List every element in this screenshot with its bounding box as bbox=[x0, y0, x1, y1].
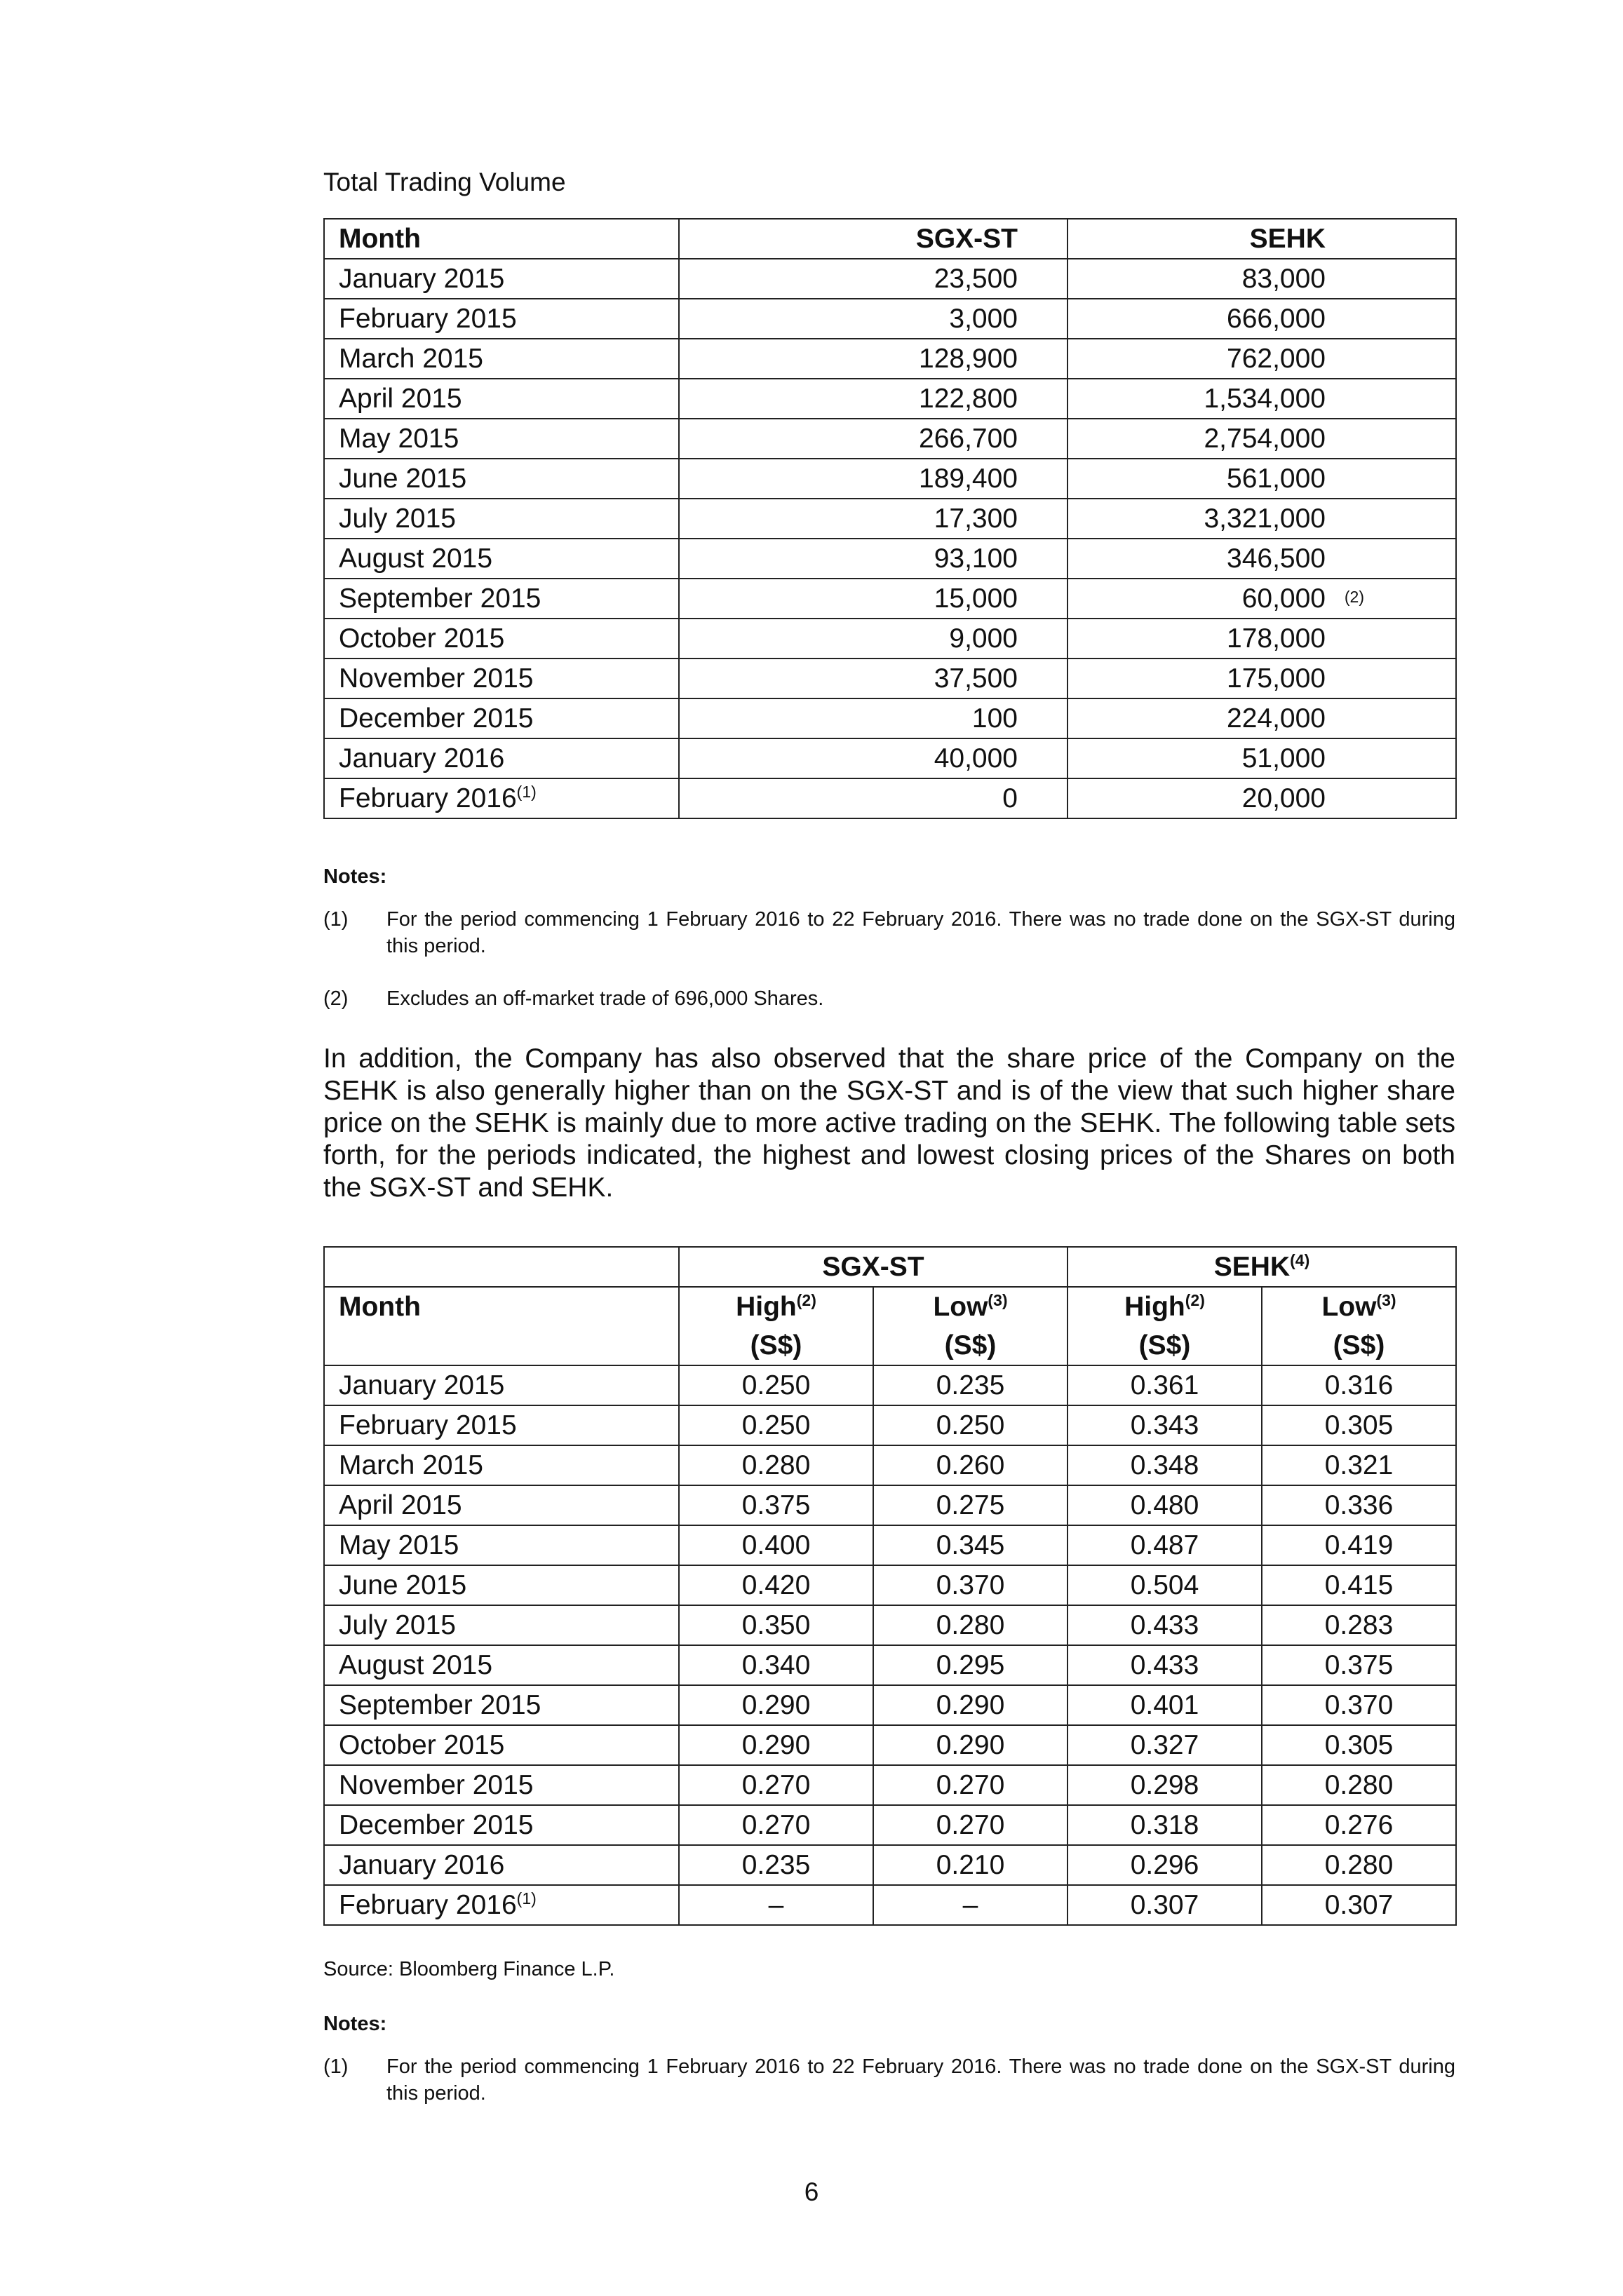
month-text: February 2015 bbox=[339, 1410, 517, 1440]
table-row bbox=[324, 1565, 1456, 1605]
sehk-volume-text: 178,000 bbox=[1227, 623, 1326, 654]
month-text: January 2016 bbox=[339, 743, 505, 774]
footnote-ref: (1) bbox=[516, 1889, 537, 1907]
table-row bbox=[324, 1525, 1456, 1565]
empty-header-cell bbox=[324, 1247, 679, 1287]
high-footnote-ref: (2) bbox=[796, 1291, 816, 1309]
sehk-volume-cell bbox=[1068, 419, 1456, 459]
sgx-low-cell: 0.275 bbox=[873, 1485, 1068, 1525]
month-cell bbox=[324, 1445, 679, 1485]
sehk-high-cell: 0.480 bbox=[1068, 1485, 1262, 1525]
month-cell bbox=[324, 419, 679, 459]
sgx-volume-cell: 266,700 bbox=[679, 419, 1068, 459]
note-number: (1) bbox=[323, 2055, 349, 2078]
sehk-footnote-ref: (4) bbox=[1290, 1251, 1310, 1269]
sehk-low-cell: 0.276 bbox=[1262, 1805, 1456, 1845]
table-row bbox=[324, 419, 1456, 459]
sgx-volume-cell: 0 bbox=[679, 778, 1068, 818]
month-cell bbox=[324, 459, 679, 499]
sehk-volume-text: 60,000 bbox=[1241, 583, 1326, 614]
group-header-row bbox=[324, 1247, 1456, 1287]
sehk-high-cell: 0.318 bbox=[1068, 1805, 1262, 1845]
month-cell bbox=[324, 1525, 679, 1565]
sgx-high-cell: 0.350 bbox=[679, 1605, 873, 1645]
sehk-volume-text: 561,000 bbox=[1227, 464, 1326, 494]
month-text: February 2016 bbox=[339, 1890, 517, 1920]
sehk-volume-cell bbox=[1068, 778, 1456, 818]
table-row bbox=[324, 579, 1456, 619]
column-header-sgx-high bbox=[679, 1287, 873, 1365]
column-header-sehk: SEHK bbox=[1068, 219, 1456, 259]
month-cell bbox=[324, 1565, 679, 1605]
month-text: September 2015 bbox=[339, 583, 541, 614]
table-row bbox=[324, 1405, 1456, 1445]
unit-label: (S$) bbox=[750, 1330, 802, 1360]
table-row bbox=[324, 1605, 1456, 1645]
sehk-high-cell: 0.504 bbox=[1068, 1565, 1262, 1605]
month-cell bbox=[324, 778, 679, 818]
sehk-low-cell: 0.375 bbox=[1262, 1645, 1456, 1685]
column-header-sgx-low bbox=[873, 1287, 1068, 1365]
sgx-low-cell: 0.250 bbox=[873, 1405, 1068, 1445]
sehk-high-cell: 0.343 bbox=[1068, 1405, 1262, 1445]
month-cell bbox=[324, 539, 679, 579]
sgx-low-cell: 0.370 bbox=[873, 1565, 1068, 1605]
sgx-high-cell: 0.270 bbox=[679, 1765, 873, 1805]
table-row bbox=[324, 259, 1456, 299]
sgx-high-cell: 0.270 bbox=[679, 1805, 873, 1845]
trading-volume-table bbox=[323, 218, 1457, 819]
sgx-volume-cell: 15,000 bbox=[679, 579, 1068, 619]
month-cell bbox=[324, 1845, 679, 1885]
sehk-high-cell: 0.296 bbox=[1068, 1845, 1262, 1885]
table1-title: Total Trading Volume bbox=[323, 168, 566, 196]
month-text: April 2015 bbox=[339, 1490, 462, 1520]
note-text: Excludes an off-market trade of 696,000 Shares. bbox=[386, 987, 824, 1010]
sgx-volume-cell: 93,100 bbox=[679, 539, 1068, 579]
sgx-high-cell: 0.290 bbox=[679, 1725, 873, 1765]
sgx-low-cell: 0.290 bbox=[873, 1685, 1068, 1725]
sehk-volume-cell: 60,000 (2) bbox=[1068, 579, 1456, 619]
month-cell bbox=[324, 1725, 679, 1765]
sgx-low-cell: 0.235 bbox=[873, 1365, 1068, 1405]
sehk-volume-cell bbox=[1068, 259, 1456, 299]
sgx-volume-cell: 189,400 bbox=[679, 459, 1068, 499]
sgx-low-cell: 0.295 bbox=[873, 1645, 1068, 1685]
high-label: High bbox=[736, 1292, 797, 1322]
month-cell bbox=[324, 259, 679, 299]
sehk-high-cell: 0.348 bbox=[1068, 1445, 1262, 1485]
low-label: Low bbox=[1321, 1292, 1377, 1322]
month-text: July 2015 bbox=[339, 504, 456, 534]
month-text: September 2015 bbox=[339, 1690, 541, 1720]
sgx-high-cell: 0.290 bbox=[679, 1685, 873, 1725]
month-cell bbox=[324, 299, 679, 339]
sehk-volume-text: 20,000 bbox=[1241, 783, 1326, 813]
table-row bbox=[324, 499, 1456, 539]
sehk-volume-text: 666,000 bbox=[1227, 304, 1326, 334]
table-row bbox=[324, 738, 1456, 778]
sgx-high-cell: 0.280 bbox=[679, 1445, 873, 1485]
column-header-month: Month bbox=[324, 1287, 679, 1365]
column-header-sgx-st: SGX-ST bbox=[679, 219, 1068, 259]
sehk-volume-cell bbox=[1068, 698, 1456, 738]
table-row bbox=[324, 619, 1456, 659]
sgx-high-cell: 0.340 bbox=[679, 1645, 873, 1685]
sehk-volume-text: 51,000 bbox=[1241, 743, 1326, 774]
month-text: August 2015 bbox=[339, 543, 493, 574]
month-text: February 2016 bbox=[339, 783, 517, 813]
sgx-volume-cell: 3,000 bbox=[679, 299, 1068, 339]
low-footnote-ref: (3) bbox=[1376, 1291, 1396, 1309]
month-text: January 2015 bbox=[339, 1370, 505, 1400]
sehk-high-cell: 0.433 bbox=[1068, 1605, 1262, 1645]
high-label: High bbox=[1124, 1292, 1185, 1322]
table-header-row bbox=[324, 219, 1456, 259]
sehk-high-cell: 0.361 bbox=[1068, 1365, 1262, 1405]
sgx-volume-cell: 37,500 bbox=[679, 659, 1068, 698]
month-text: June 2015 bbox=[339, 1570, 467, 1600]
table-row bbox=[324, 1885, 1456, 1925]
note-text: For the period commencing 1 February 2016 to 22 February 2016. There was no trade done on the SGX-ST during this period. bbox=[386, 908, 1455, 957]
note-number: (1) bbox=[323, 908, 349, 931]
unit-label: (S$) bbox=[1333, 1330, 1385, 1360]
month-cell bbox=[324, 379, 679, 419]
table-row bbox=[324, 1365, 1456, 1405]
month-cell bbox=[324, 738, 679, 778]
sgx-volume-cell: 122,800 bbox=[679, 379, 1068, 419]
footnote-ref: (1) bbox=[516, 783, 537, 801]
table-row bbox=[324, 379, 1456, 419]
month-cell bbox=[324, 1485, 679, 1525]
group-header-sehk bbox=[1068, 1247, 1456, 1287]
table-row bbox=[324, 459, 1456, 499]
sehk-low-cell: 0.321 bbox=[1262, 1445, 1456, 1485]
notes-heading: Notes: bbox=[323, 2013, 387, 2035]
table-row bbox=[324, 1645, 1456, 1685]
note-number: (2) bbox=[323, 987, 349, 1010]
sehk-volume-cell bbox=[1068, 379, 1456, 419]
sehk-volume-cell bbox=[1068, 619, 1456, 659]
sgx-high-cell: 0.250 bbox=[679, 1405, 873, 1445]
month-cell bbox=[324, 1645, 679, 1685]
month-text: June 2015 bbox=[339, 464, 467, 494]
month-text: March 2015 bbox=[339, 344, 483, 374]
column-header-sehk-high bbox=[1068, 1287, 1262, 1365]
month-cell bbox=[324, 1365, 679, 1405]
sehk-low-cell: 0.307 bbox=[1262, 1885, 1456, 1925]
sgx-high-cell: 0.250 bbox=[679, 1365, 873, 1405]
sehk-volume-cell bbox=[1068, 659, 1456, 698]
sgx-low-cell: 0.290 bbox=[873, 1725, 1068, 1765]
month-cell bbox=[324, 1685, 679, 1725]
sehk-high-cell: 0.327 bbox=[1068, 1725, 1262, 1765]
sehk-low-cell: 0.283 bbox=[1262, 1605, 1456, 1645]
table-row bbox=[324, 299, 1456, 339]
sehk-high-cell: 0.298 bbox=[1068, 1765, 1262, 1805]
month-cell bbox=[324, 1765, 679, 1805]
month-text: August 2015 bbox=[339, 1650, 493, 1680]
sehk-low-cell: 0.336 bbox=[1262, 1485, 1456, 1525]
notes-heading: Notes: bbox=[323, 865, 387, 888]
month-cell bbox=[324, 499, 679, 539]
month-cell bbox=[324, 698, 679, 738]
sehk-low-cell: 0.280 bbox=[1262, 1765, 1456, 1805]
sgx-high-cell: 0.235 bbox=[679, 1845, 873, 1885]
month-text: October 2015 bbox=[339, 1730, 505, 1760]
table-row bbox=[324, 659, 1456, 698]
table-row bbox=[324, 1485, 1456, 1525]
sehk-high-cell: 0.307 bbox=[1068, 1885, 1262, 1925]
sehk-volume-cell bbox=[1068, 539, 1456, 579]
month-text: April 2015 bbox=[339, 384, 462, 414]
note-text: For the period commencing 1 February 2016 to 22 February 2016. There was no trade done on the SGX-ST during this period. bbox=[386, 2055, 1455, 2105]
month-cell bbox=[324, 659, 679, 698]
sehk-volume-cell bbox=[1068, 339, 1456, 379]
sgx-volume-cell: 40,000 bbox=[679, 738, 1068, 778]
sgx-low-cell: 0.270 bbox=[873, 1805, 1068, 1845]
sehk-volume-text: 175,000 bbox=[1227, 663, 1326, 694]
sgx-volume-cell: 17,300 bbox=[679, 499, 1068, 539]
month-text: May 2015 bbox=[339, 1530, 459, 1560]
sehk-volume-cell bbox=[1068, 299, 1456, 339]
month-cell bbox=[324, 339, 679, 379]
month-text: March 2015 bbox=[339, 1450, 483, 1480]
sehk-low-cell: 0.370 bbox=[1262, 1685, 1456, 1725]
table-row bbox=[324, 1765, 1456, 1805]
sgx-low-cell: 0.280 bbox=[873, 1605, 1068, 1645]
body-paragraph: In addition, the Company has also observed that the share price of the Company on the SEHK is also generally higher than on the SGX-ST and is of the view that such higher share price on the SEHK is mainly due to more active trading on the SEHK. The following table sets forth, for the periods indicated, the highest and lowest closing prices of the Shares on both the SGX-ST and SEHK. bbox=[323, 1044, 1455, 1203]
low-footnote-ref: (3) bbox=[988, 1291, 1008, 1309]
table-row bbox=[324, 1725, 1456, 1765]
low-label: Low bbox=[933, 1292, 988, 1322]
sgx-volume-cell: 9,000 bbox=[679, 619, 1068, 659]
table-row bbox=[324, 1445, 1456, 1485]
table-row bbox=[324, 1685, 1456, 1725]
sehk-low-cell: 0.305 bbox=[1262, 1725, 1456, 1765]
sehk-label: SEHK bbox=[1213, 1252, 1291, 1282]
sgx-low-cell: 0.260 bbox=[873, 1445, 1068, 1485]
sehk-low-cell: 0.305 bbox=[1262, 1405, 1456, 1445]
sehk-volume-text: 2,754,000 bbox=[1204, 424, 1326, 454]
sehk-volume-text: 83,000 bbox=[1241, 264, 1326, 294]
table-row bbox=[324, 778, 1456, 818]
sgx-high-cell: – bbox=[679, 1885, 873, 1925]
sehk-low-cell: 0.280 bbox=[1262, 1845, 1456, 1885]
sgx-high-cell: 0.400 bbox=[679, 1525, 873, 1565]
month-text: January 2015 bbox=[339, 264, 505, 294]
sehk-volume-cell bbox=[1068, 738, 1456, 778]
high-footnote-ref: (2) bbox=[1185, 1291, 1205, 1309]
sehk-high-cell: 0.487 bbox=[1068, 1525, 1262, 1565]
month-text: May 2015 bbox=[339, 424, 459, 454]
unit-label: (S$) bbox=[1138, 1330, 1191, 1360]
sehk-volume-text: 346,500 bbox=[1227, 543, 1326, 574]
sgx-low-cell: 0.345 bbox=[873, 1525, 1068, 1565]
sgx-high-cell: 0.375 bbox=[679, 1485, 873, 1525]
month-cell bbox=[324, 619, 679, 659]
column-header-sehk-low bbox=[1262, 1287, 1456, 1365]
month-cell bbox=[324, 1885, 679, 1925]
sehk-low-cell: 0.316 bbox=[1262, 1365, 1456, 1405]
group-header-sgx-st: SGX-ST bbox=[679, 1247, 1068, 1287]
month-text: December 2015 bbox=[339, 703, 534, 734]
sgx-volume-cell: 23,500 bbox=[679, 259, 1068, 299]
sehk-volume-cell bbox=[1068, 459, 1456, 499]
sehk-volume-text: 224,000 bbox=[1227, 703, 1326, 734]
sehk-volume-cell bbox=[1068, 499, 1456, 539]
month-text: November 2015 bbox=[339, 663, 534, 694]
source-note: Source: Bloomberg Finance L.P. bbox=[323, 1958, 615, 1980]
month-text: October 2015 bbox=[339, 623, 505, 654]
table-row bbox=[324, 339, 1456, 379]
month-cell bbox=[324, 1405, 679, 1445]
column-header-row bbox=[324, 1287, 1456, 1365]
sehk-low-cell: 0.419 bbox=[1262, 1525, 1456, 1565]
month-text: February 2015 bbox=[339, 304, 517, 334]
sgx-low-cell: 0.270 bbox=[873, 1765, 1068, 1805]
sehk-volume-text: 1,534,000 bbox=[1204, 384, 1326, 414]
page-number: 6 bbox=[804, 2177, 819, 2206]
sgx-low-cell: – bbox=[873, 1885, 1068, 1925]
column-header-month: Month bbox=[324, 219, 679, 259]
month-text: November 2015 bbox=[339, 1770, 534, 1800]
month-cell bbox=[324, 1605, 679, 1645]
month-text: July 2015 bbox=[339, 1610, 456, 1640]
table-row bbox=[324, 698, 1456, 738]
sgx-volume-cell: 128,900 bbox=[679, 339, 1068, 379]
sgx-low-cell: 0.210 bbox=[873, 1845, 1068, 1885]
month-cell bbox=[324, 579, 679, 619]
sehk-volume-text: 762,000 bbox=[1227, 344, 1326, 374]
unit-label: (S$) bbox=[944, 1330, 997, 1360]
closing-prices-table bbox=[323, 1246, 1457, 1926]
sgx-volume-cell: 100 bbox=[679, 698, 1068, 738]
table-row bbox=[324, 539, 1456, 579]
sehk-low-cell: 0.415 bbox=[1262, 1565, 1456, 1605]
table-row bbox=[324, 1805, 1456, 1845]
sehk-high-cell: 0.433 bbox=[1068, 1645, 1262, 1685]
table-row bbox=[324, 1845, 1456, 1885]
month-text: December 2015 bbox=[339, 1810, 534, 1840]
sehk-volume-text: 3,321,000 bbox=[1204, 504, 1326, 534]
month-cell bbox=[324, 1805, 679, 1845]
sgx-high-cell: 0.420 bbox=[679, 1565, 873, 1605]
sehk-high-cell: 0.401 bbox=[1068, 1685, 1262, 1725]
month-text: January 2016 bbox=[339, 1850, 505, 1880]
